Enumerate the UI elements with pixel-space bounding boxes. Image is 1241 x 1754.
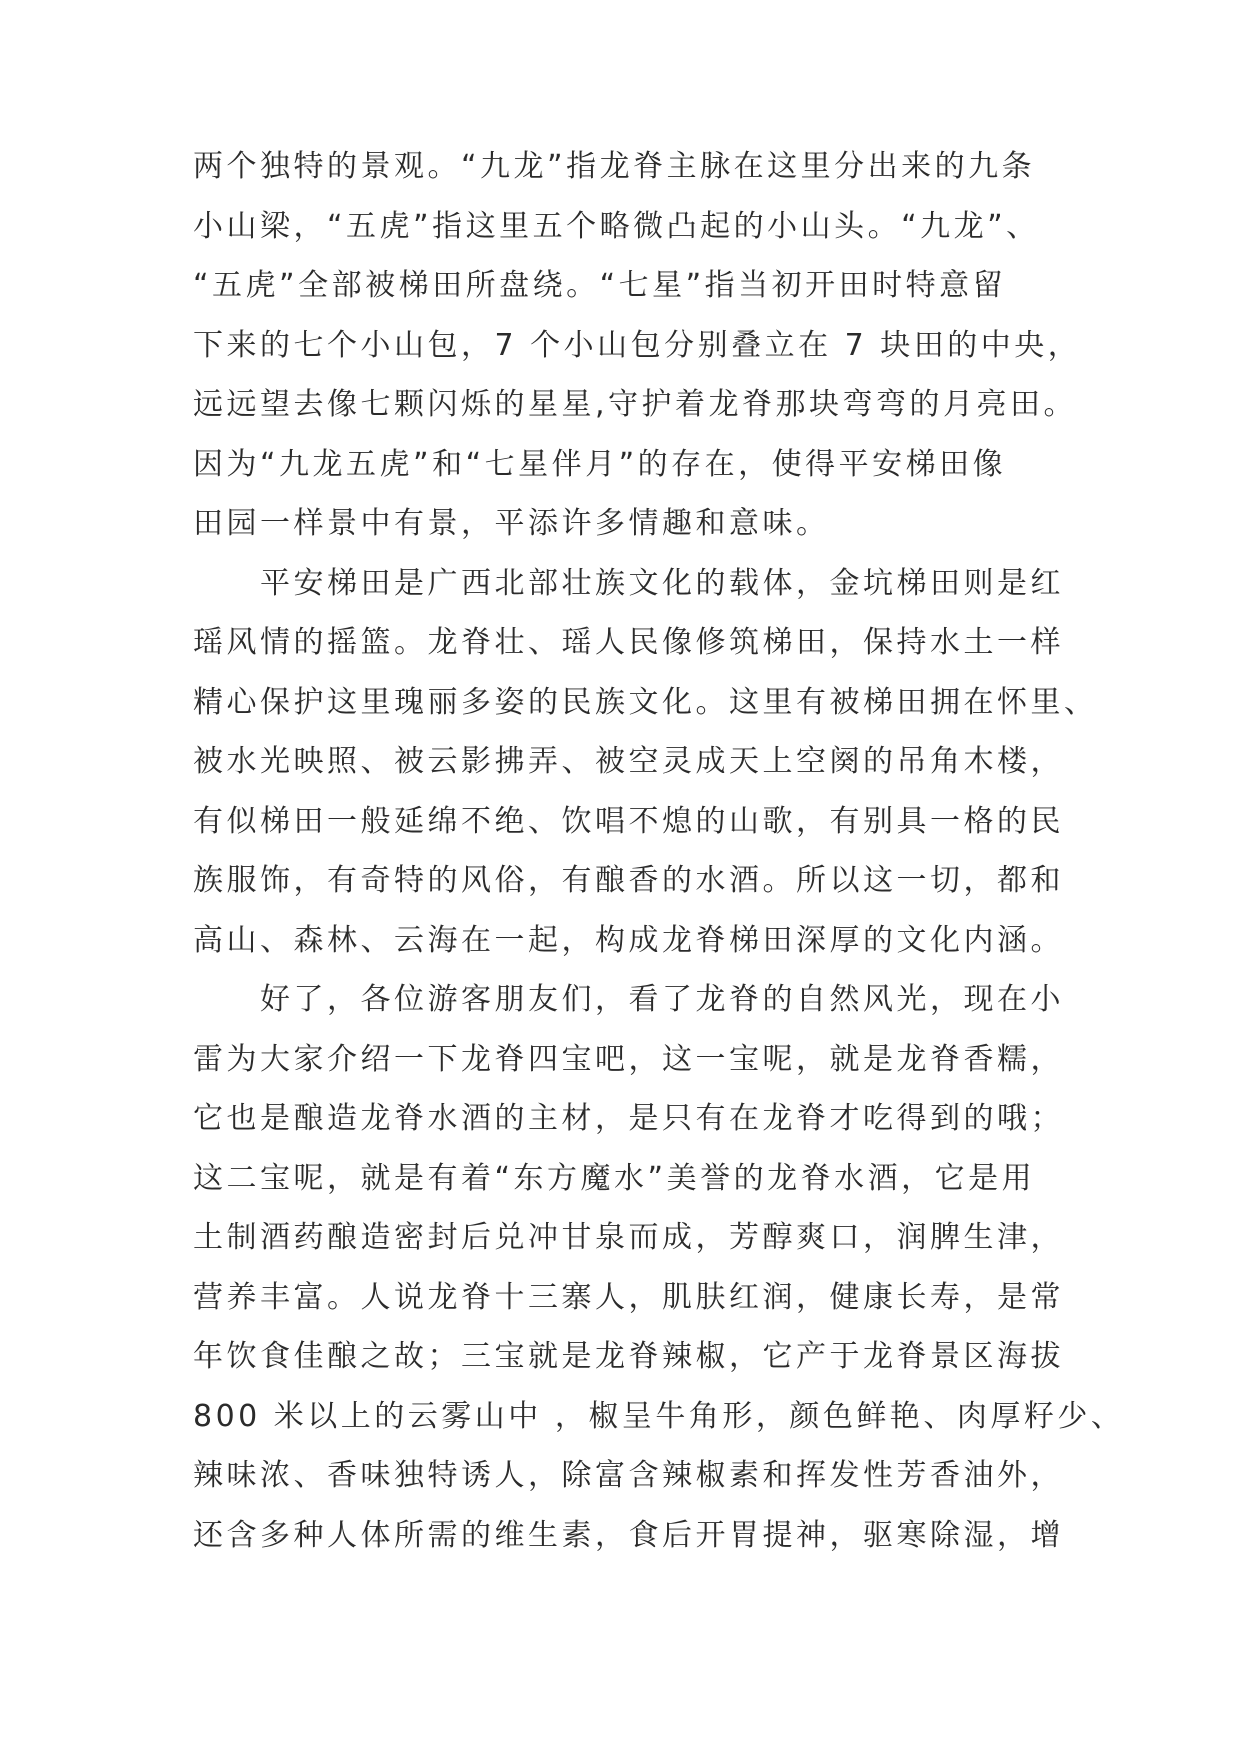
- body-text: [193, 137, 1125, 1565]
- text-line: 两个独特的景观。“九龙”指龙脊主脉在这里分出来的九条: [193, 149, 1036, 184]
- text-line: 它也是酿造龙脊水酒的主材，是只有在龙脊才吃得到的哦；: [193, 1101, 1064, 1136]
- text-line: 精心保护这里瑰丽多姿的民族文化。这里有被梯田拥在怀里、: [193, 684, 1098, 720]
- text-line: 好了，各位游客朋友们，看了龙脊的自然风光，现在小: [193, 982, 1064, 1017]
- text-line: 这二宝呢，就是有着“东方魔水”美誉的龙脊水酒，它是用: [193, 1160, 1036, 1196]
- text-line: 高山、森林、云海在一起，构成龙脊梯田深厚的文化内涵。: [193, 922, 1064, 958]
- text-line: 瑶风情的摇篮。龙脊壮、瑶人民像修筑梯田，保持水土一样: [193, 625, 1064, 660]
- text-line: 平安梯田是广西北部壮族文化的载体，金坑梯田则是红: [193, 565, 1064, 601]
- text-line: 雷为大家介绍一下龙脊四宝吧，这一宝呢，就是龙脊香糯，: [193, 1041, 1064, 1077]
- text-line: 辣味浓、香味独特诱人，除富含辣椒素和挥发性芳香油外，: [193, 1458, 1064, 1493]
- text-line: “五虎”全部被梯田所盘绕。“七星”指当初开田时特意留: [193, 268, 1007, 303]
- text-line: 有似梯田一般延绵不绝、饮唱不熄的山歌，有别具一格的民: [193, 803, 1064, 839]
- text-line: 族服饰，有奇特的风俗，有酿香的水酒。所以这一切，都和: [193, 863, 1064, 898]
- text-line: 因为“九龙五虎”和“七星伴月”的存在，使得平安梯田像: [193, 446, 1007, 482]
- text-line: 下来的七个小山包，7 个小山包分别叠立在 7 块田的中央，: [193, 327, 1082, 363]
- text-line: 土制酒药酿造密封后兑冲甘泉而成，芳醇爽口，润脾生津，: [193, 1220, 1064, 1255]
- text-line: 田园一样景中有景，平添许多情趣和意味。: [193, 506, 830, 541]
- text-line: 远远望去像七颗闪烁的星星,守护着龙脊那块弯弯的月亮田。: [193, 387, 1078, 422]
- text-line: 年饮食佳酿之故；三宝就是龙脊辣椒，它产于龙脊景区海拔: [193, 1339, 1064, 1374]
- text-line: 还含多种人体所需的维生素，食后开胃提神，驱寒除湿，增: [193, 1517, 1064, 1553]
- text-line: 被水光映照、被云影拂弄、被空灵成天上空阕的吊角木楼，: [193, 744, 1064, 779]
- text-line: 营养丰富。人说龙脊十三寨人，肌肤红润，健康长寿，是常: [193, 1279, 1064, 1315]
- text-line: 小山梁，“五虎”指这里五个略微凸起的小山头。“九龙”、: [193, 208, 1040, 244]
- text-line: 800 米以上的云雾山中 ，椒呈牛角形，颜色鲜艳、肉厚籽少、: [193, 1398, 1125, 1434]
